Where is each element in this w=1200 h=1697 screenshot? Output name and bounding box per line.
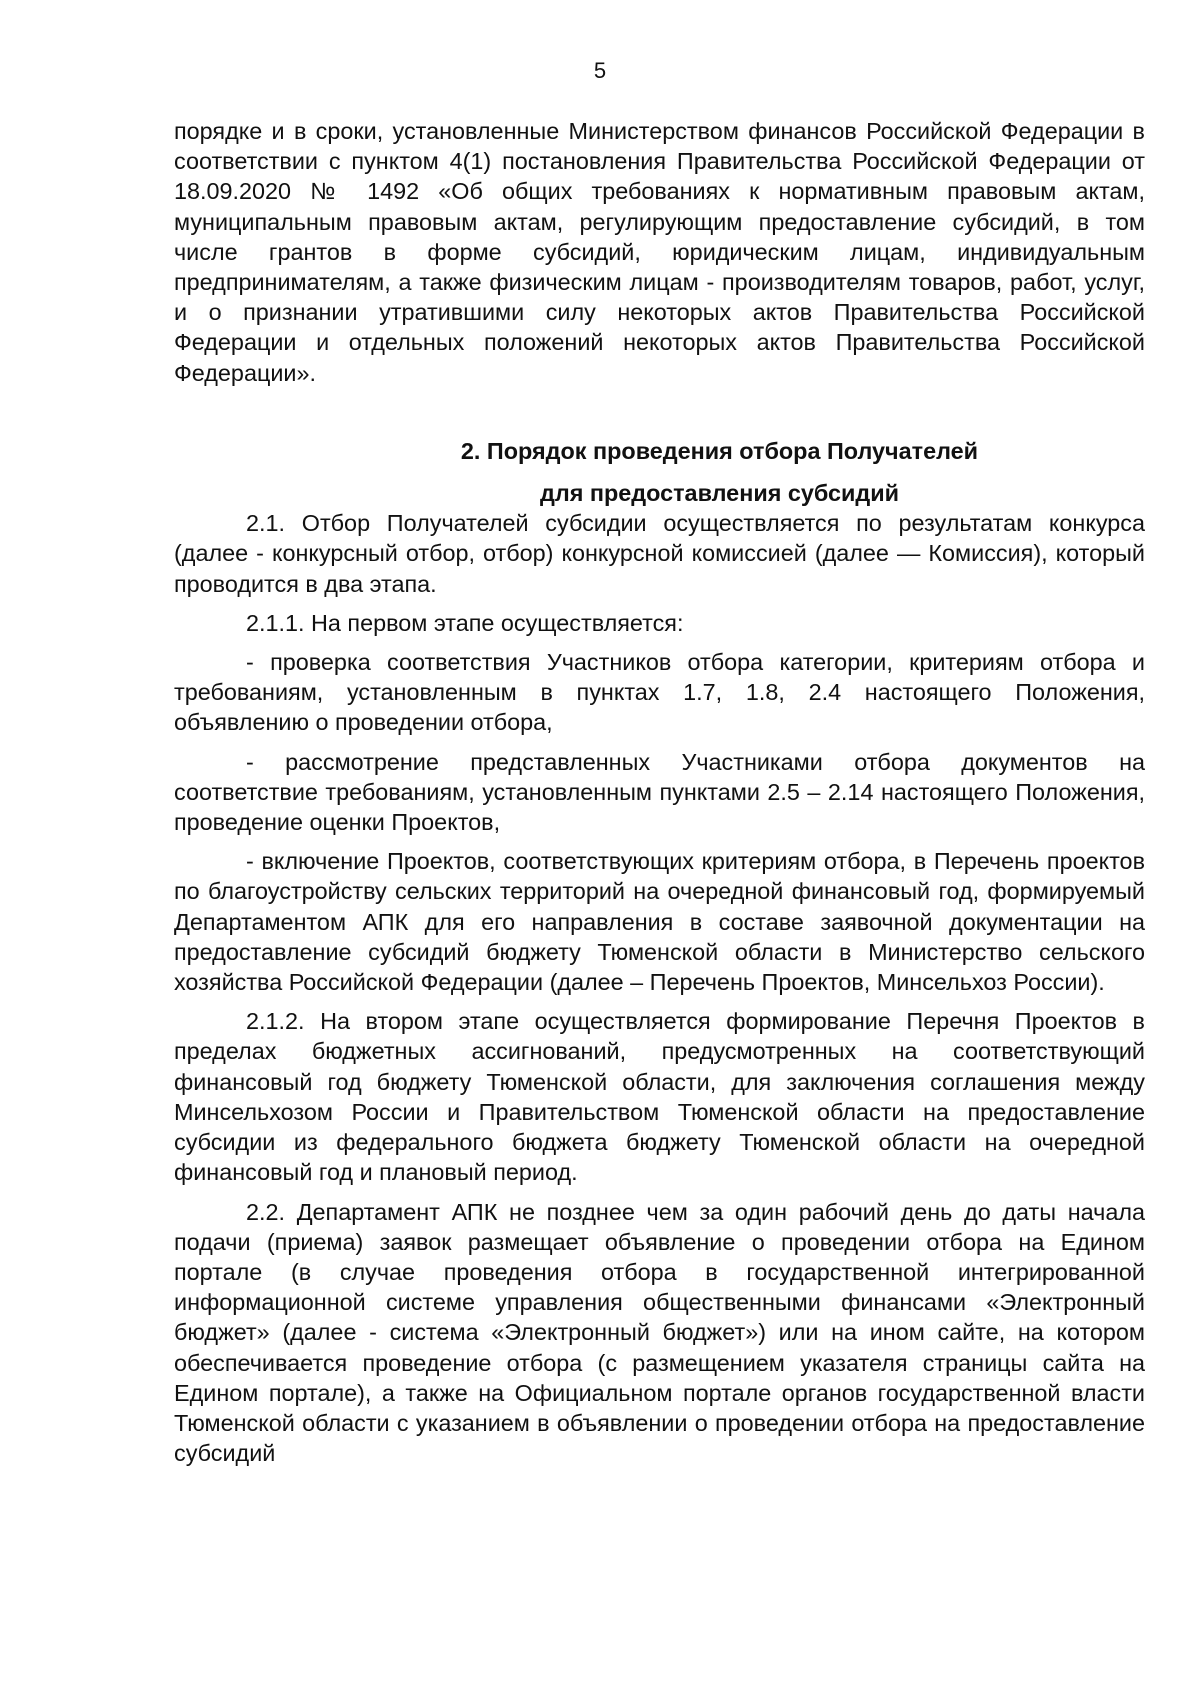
paragraph-2-2: 2.2. Департамент АПК не позднее чем за один рабочий день до даты начала подачи (приема) заявок размещает объявление о проведении отбора на Едином портале (в случае проведения отбора в государственной интегрированной информационной системе управления общественными финансами «Электронный бюджет» (далее - система «Электронный бюджет») или на ином сайте, на котором обеспечивается проведение отбора (с размещением указателя страницы сайта на Едином портале), а также на Официальном портале органов государственной власти Тюменской области с указанием в объявлении о проведении отбора на предоставление субсидий xyxy=(174,1198,1145,1467)
document-body xyxy=(174,116,1145,1468)
list-item-review: - рассмотрение представленных Участниками отбора документов на соответствие требованиям, установленным пунктами 2.5 – 2.14 настоящего Положения, проведение оценки Проектов, xyxy=(174,748,1145,836)
section-heading-line-1: 2. Порядок проведения отбора Получателей xyxy=(460,437,979,464)
paragraph-continuation: порядке и в сроки, установленные Министерством финансов Российской Федерации в соответствии с пунктом 4(1) постановления Правительства Российской Федерации от 18.09.2020 № 1492 «Об общих требованиях к нормативным правовым актам, муниципальным правовым актам, регулирующим предоставление субсидий, в том числе грантов в форме субсидий, юридическим лицам, индивидуальным предпринимателям, а также физическим лицам - производителям товаров, работ, услуг, и о признании утратившими силу некоторых актов Правительства Российской Федерации и отдельных положений некоторых актов Правительства Российской Федерации». xyxy=(174,118,1145,386)
paragraph-2-1-2: 2.1.2. На втором этапе осуществляется формирование Перечня Проектов в пределах бюджетных ассигнований, предусмотренных на соответствующий финансовый год бюджету Тюменской области, для заключения соглашения между Минсельхозом России и Правительством Тюменской области на предоставление субсидии из федерального бюджета бюджету Тюменской области на очередной финансовый год и плановый период. xyxy=(174,1008,1145,1186)
list-item-inclusion: - включение Проектов, соответствующих критериям отбора, в Перечень проектов по благоустройству сельских территорий на очередной финансовый год, формируемый Департаментом АПК для его направления в составе заявочной документации на предоставление субсидий бюджету Тюменской области в Министерство сельского хозяйства Российской Федерации (далее – Перечень Проектов, Минсельхоз России). xyxy=(174,848,1145,996)
page-number: 5 xyxy=(593,58,607,83)
paragraph-2-1: 2.1. Отбор Получателей субсидии осуществляется по результатам конкурса (далее - конкурсный отбор, отбор) конкурсной комиссией (далее — Комиссия), который проводится в два этапа. xyxy=(174,510,1145,597)
paragraph-2-1-1: 2.1.1. На первом этапе осуществляется: xyxy=(246,609,684,636)
section-heading-line-2: для предоставления субсидий xyxy=(539,480,899,507)
list-item-verification: - проверка соответствия Участников отбора категории, критериям отбора и требованиям, установленным в пунктах 1.7, 1.8, 2.4 настоящего Положения, объявлению о проведении отбора, xyxy=(174,649,1145,736)
